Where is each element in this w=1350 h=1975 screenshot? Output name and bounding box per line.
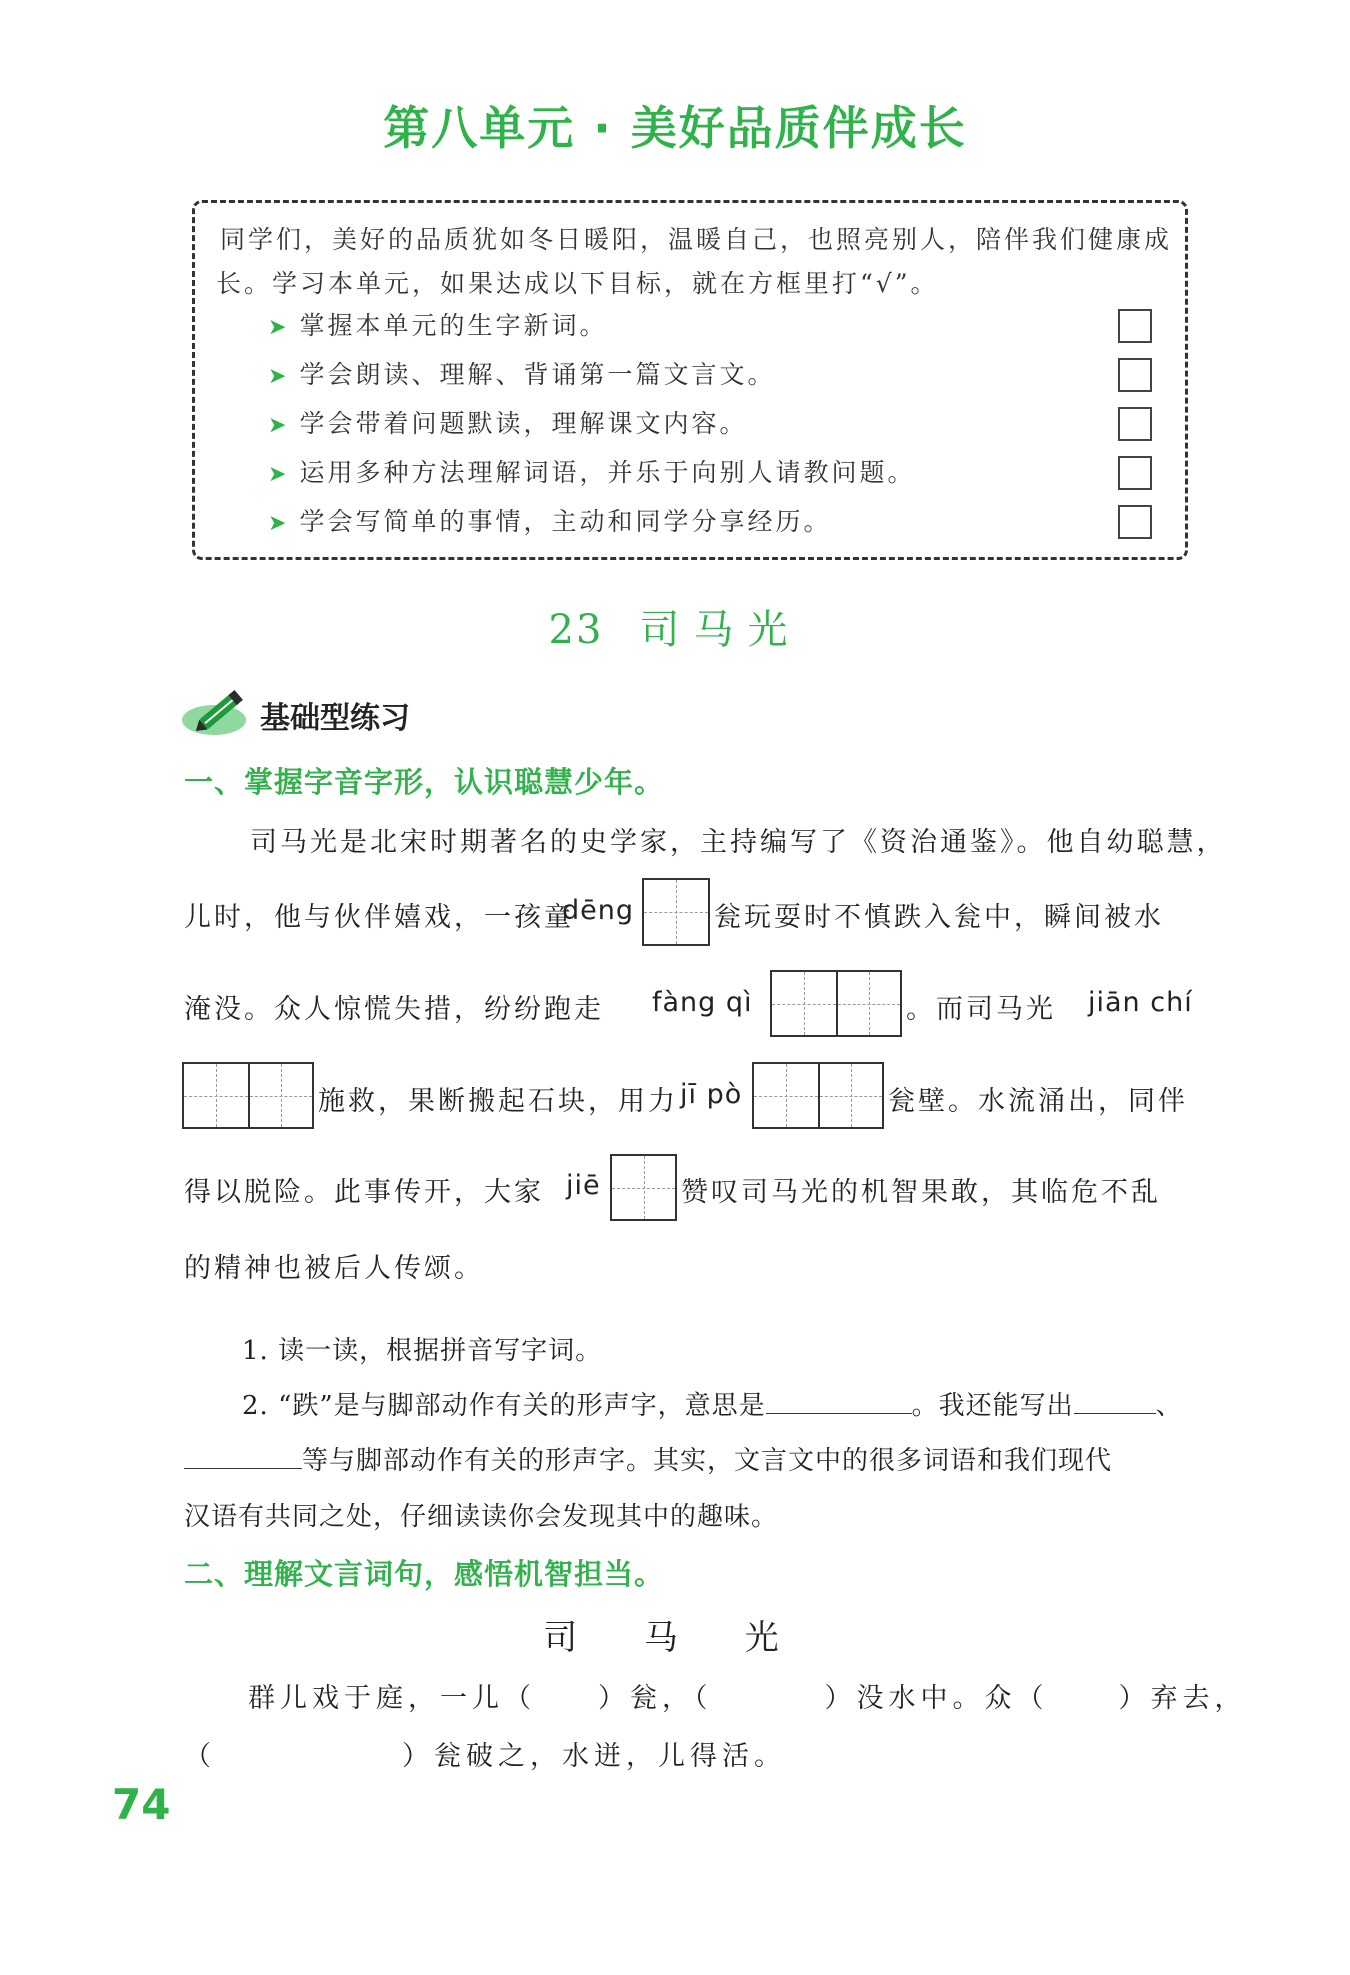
goal-item — [268, 355, 775, 395]
poem-title: 司 马 光 — [543, 1618, 807, 1658]
q1-paragraph-line: 瓮玩耍时不慎跌入瓮中，瞬间被水 — [714, 902, 1164, 933]
goal-item — [268, 404, 747, 444]
goal-checkbox[interactable] — [1118, 505, 1152, 539]
pinyin-prompt: jiē — [566, 1170, 601, 1201]
goal-text: 掌握本单元的生字新词。 — [299, 311, 608, 340]
answer-blank[interactable] — [184, 1444, 302, 1469]
pinyin-prompt: jiān chí — [1088, 987, 1193, 1018]
q1-heading: 一、掌握字音字形，认识聪慧少年。 — [184, 765, 665, 799]
q1-paragraph-line: 施救，果断搬起石块，用力 — [318, 1086, 678, 1117]
poem-line-2: （ ）瓮破之，水迸，儿得活。 — [184, 1741, 786, 1772]
q1-sub-question-2: 2. “跌”是与脚部动作有关的形声字，意思是 。我还能写出 、 — [242, 1391, 1183, 1421]
arrow-icon: ➤ — [268, 462, 290, 487]
q1-paragraph-line: 。而司马光 — [906, 994, 1056, 1025]
pinyin-prompt: dēng — [562, 895, 635, 926]
goal-text: 运用多种方法理解词语，并乐于向别人请教问题。 — [299, 458, 916, 487]
goals-intro-line-2: 长。学习本单元，如果达成以下目标，就在方框里打“√”。 — [216, 269, 939, 298]
arrow-icon: ➤ — [268, 511, 290, 536]
goal-checkbox[interactable] — [1118, 309, 1152, 343]
goal-item — [268, 306, 607, 346]
q1-paragraph-line: 瓮壁。水流涌出，同伴 — [888, 1086, 1188, 1117]
q1-sub-question-2-cont: 汉语有共同之处，仔细读读你会发现其中的趣味。 — [184, 1502, 779, 1532]
arrow-icon: ➤ — [268, 413, 290, 438]
goal-checkbox[interactable] — [1118, 407, 1152, 441]
arrow-icon: ➤ — [268, 364, 290, 389]
goals-intro-line-1: 同学们，美好的品质犹如冬日暖阳，温暖自己，也照亮别人，陪伴我们健康成 — [220, 225, 1173, 254]
q1-sub-question-2-cont: 等与脚部动作有关的形声字。其实，文言文中的很多词语和我们现代 — [184, 1440, 1112, 1477]
character-box[interactable] — [182, 1062, 314, 1129]
q1-paragraph-line: 淹没。众人惊慌失措，纷纷跑走 — [184, 994, 604, 1025]
lesson-name: 司马光 — [639, 607, 802, 653]
poem-line-1: 群儿戏于庭，一儿（ ）瓮，（ ）没水中。众（ ）弃去， — [248, 1683, 1247, 1714]
lesson-title — [0, 598, 1350, 655]
goal-item — [268, 453, 915, 493]
q1-paragraph-line: 的精神也被后人传颂。 — [184, 1253, 484, 1284]
answer-blank[interactable] — [766, 1389, 912, 1414]
q1-paragraph-line: 儿时，他与伙伴嬉戏，一孩童 — [184, 902, 574, 933]
page-number: 74 — [112, 1780, 171, 1829]
section-label: 基础型练习 — [260, 701, 410, 736]
lesson-number: 23 — [548, 607, 604, 653]
character-box[interactable] — [770, 970, 902, 1037]
pencil-icon — [180, 682, 258, 738]
character-box[interactable] — [610, 1154, 677, 1221]
character-box[interactable] — [752, 1062, 884, 1129]
q1-paragraph-line: 司马光是北宋时期著名的史学家，主持编写了《资治通鉴》。他自幼聪慧， — [250, 827, 1227, 858]
q1-paragraph-line: 赞叹司马光的机智果敢，其临危不乱 — [681, 1177, 1161, 1208]
goal-checkbox[interactable] — [1118, 358, 1152, 392]
pinyin-prompt: fàng qì — [652, 987, 753, 1018]
q1-paragraph-line: 得以脱险。此事传开，大家 — [184, 1177, 544, 1208]
goal-text: 学会朗读、理解、背诵第一篇文言文。 — [299, 360, 776, 389]
goal-item — [268, 502, 831, 542]
arrow-icon: ➤ — [268, 315, 290, 340]
q2-heading: 二、理解文言词句，感悟机智担当。 — [184, 1557, 665, 1591]
goal-text: 学会写简单的事情，主动和同学分享经历。 — [299, 507, 832, 536]
answer-blank[interactable] — [1074, 1389, 1156, 1414]
unit-title: 第八单元 · 美好品质伴成长 — [383, 101, 967, 155]
character-box[interactable] — [642, 878, 710, 946]
goal-checkbox[interactable] — [1118, 456, 1152, 490]
pinyin-prompt: jī pò — [680, 1079, 743, 1110]
q1-sub-question-1: 1. 读一读，根据拼音写字词。 — [242, 1336, 603, 1366]
goal-text: 学会带着问题默读，理解课文内容。 — [299, 409, 748, 438]
